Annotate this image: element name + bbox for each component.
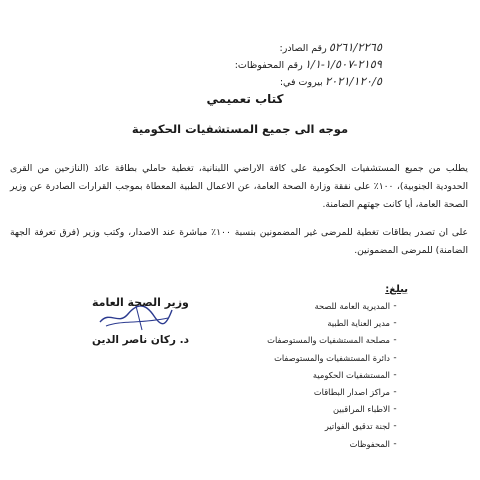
list-item: - المستشفيات الحكومية	[267, 367, 400, 384]
bullet-icon: -	[393, 438, 397, 449]
archive-number-value: ٢١٥٩-١/٥٠٧-١/١	[304, 57, 382, 71]
issue-date	[280, 74, 382, 88]
bullet-icon: -	[393, 421, 397, 432]
list-item: - المحفوظات	[267, 436, 400, 453]
notify-heading: يبلغ:	[385, 284, 408, 295]
bullet-icon: -	[393, 318, 397, 329]
archive-number	[235, 57, 382, 71]
bullet-icon: -	[393, 335, 397, 346]
list-item: - المديرية العامة للصحة	[267, 298, 400, 315]
outgoing-number-label: رقم الصادر:	[279, 43, 327, 54]
addressee: موجه الى جميع المستشفيات الحكومية	[131, 122, 349, 136]
signatory-name: د. ركان ناصر الدين	[92, 334, 189, 346]
list-item: - مراكز اصدار البطاقات	[267, 384, 400, 401]
body-paragraph-1: يطلب من جميع المستشفيات الحكومية على كافة الاراضي اللبنانية، تغطية حاملي بطاقة عائد (النازحين من القرى الحدودية الجنوبية)، ١٠٠٪ على نفقة وزارة الصحة العامة، عن الاعمال الطبية المعطاة بموجب القرارات الصادرة عن وزير الصحة العامة، أيا كانت جهتهم الضامنة.	[10, 163, 468, 210]
list-item: - الاطباء المراقبين	[267, 401, 400, 418]
list-item: - مدير العناية الطبية	[267, 315, 400, 332]
bullet-icon: -	[393, 404, 397, 415]
signatory-title: وزير الصحة العامة	[92, 296, 189, 309]
body-paragraph-2: على ان تصدر بطاقات تغطية للمرضى غير المضمونين بنسبة ١٠٠٪ مباشرة عند الاصدار، وكتب وزير (فرق تعرفة الجهة الضامنة) للمرضى المضمونين.	[10, 227, 468, 256]
bullet-icon: -	[393, 352, 397, 363]
distribution-list	[267, 298, 400, 453]
outgoing-number-value: ٥٢٦١/٢٢٦٥	[328, 40, 382, 54]
archive-number-label: رقم المحفوظات:	[234, 60, 303, 71]
document-type-text: كتاب تعميمي	[206, 92, 284, 106]
list-item: - دائرة المستشفيات والمستوصفات	[267, 350, 400, 367]
document-type	[0, 92, 480, 106]
bullet-icon: -	[393, 301, 397, 311]
list-item: - لجنة تدقيق الفواتير	[267, 418, 400, 435]
bullet-icon: -	[393, 386, 397, 397]
bullet-icon: -	[393, 369, 397, 380]
list-item: - مصلحة المستشفيات والمستوصفات	[267, 332, 400, 349]
issue-date-label: بيروت في:	[279, 77, 323, 88]
outgoing-number	[280, 40, 382, 54]
issue-date-value: ٢٠٢١/١٢٠/٥	[324, 74, 382, 88]
